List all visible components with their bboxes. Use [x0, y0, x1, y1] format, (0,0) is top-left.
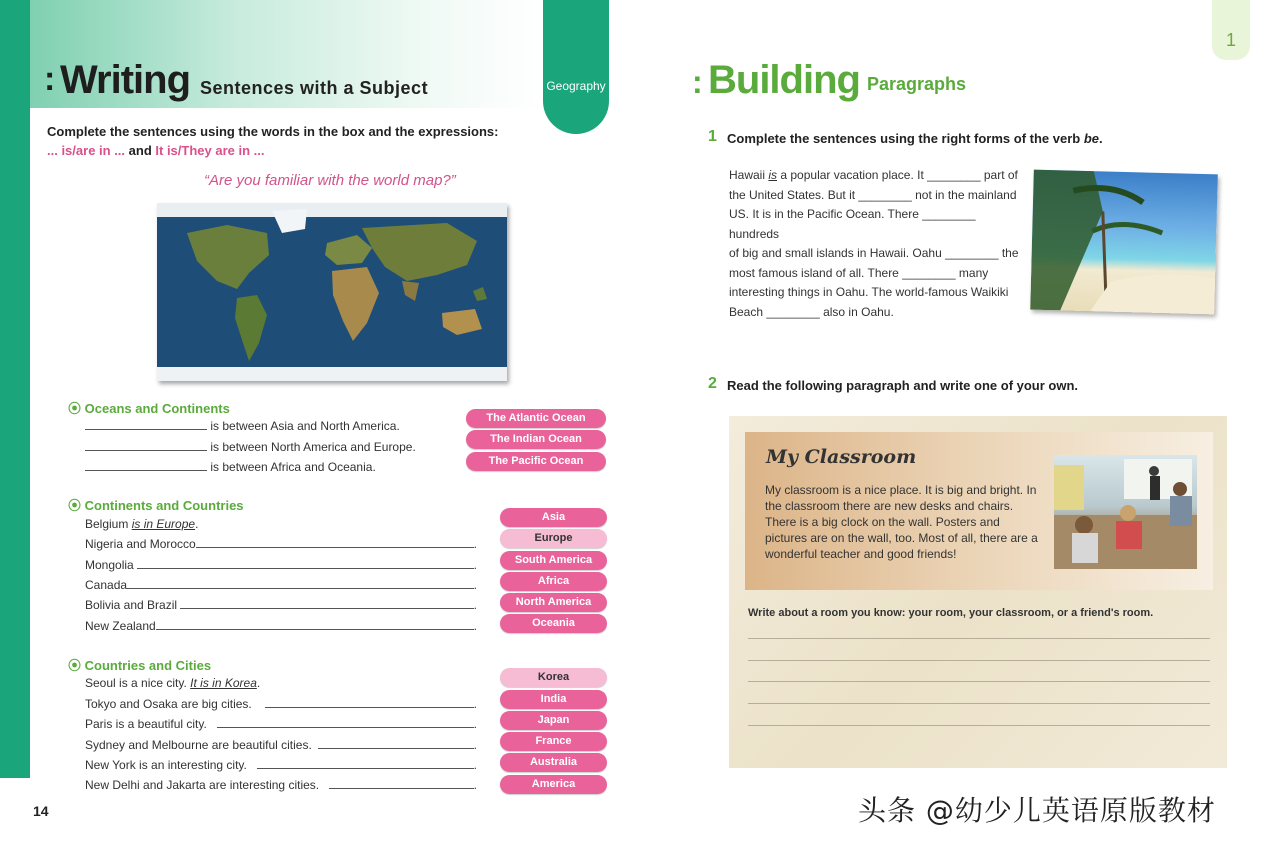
word-pill-atlantic: The Atlantic Ocean: [466, 409, 606, 428]
beach-photo: [1030, 170, 1218, 315]
answer-blank[interactable]: [257, 758, 474, 769]
country-sentence-5: New Zealand .: [85, 619, 477, 633]
watermark-text: 头条 @幼少儿英语原版教材: [858, 794, 1216, 827]
country-sentence-4: Bolivia and Brazil .: [85, 598, 477, 612]
city-sentence-4: New York is an interesting city. .: [85, 758, 477, 772]
hawaii-paragraph: [729, 166, 1024, 322]
answer-blank[interactable]: [85, 419, 207, 430]
geography-tab-label: Geography: [546, 79, 606, 93]
section-countries-cities-title: ⦿ Countries and Cities: [68, 658, 212, 673]
question-1-text: Complete the sentences using the right forms of the verb be.: [727, 131, 1103, 146]
instruction-line2: [47, 143, 264, 158]
page-subtitle: Sentences with a Subject: [200, 78, 429, 98]
answer-blank[interactable]: [156, 619, 474, 630]
section-bullet-icon: ⦿: [68, 498, 82, 513]
answer-blank[interactable]: [318, 738, 473, 749]
question-2-number: 2: [708, 375, 717, 392]
word-pill-pacific: The Pacific Ocean: [466, 452, 606, 471]
answer-blank[interactable]: [180, 598, 473, 609]
answer-blank[interactable]: [85, 440, 207, 451]
instruction-and: and: [125, 143, 156, 158]
country-sentence-2: Mongolia .: [85, 558, 477, 572]
my-classroom-text: My classroom is a nice place. It is big and bright. In the classroom there are new desks and chairs. There is a big clock on the wall. Posters and pictures are on the wall, too. Most of all, there are a wonderful teacher and good friends!: [765, 483, 1038, 561]
word-pill-north-america: North America: [500, 593, 607, 612]
geography-tab: [543, 0, 609, 134]
page-title-writing: Writing: [60, 58, 191, 102]
ocean-sentence-1: is between Asia and North America.: [85, 419, 400, 433]
writing-line-3[interactable]: [748, 681, 1210, 682]
question-2-text: Read the following paragraph and write one of your own.: [727, 378, 1079, 393]
question-1-number: 1: [708, 128, 717, 145]
word-pill-indian: The Indian Ocean: [466, 430, 606, 449]
country-sentence-3: Canada .: [85, 578, 477, 592]
world-map-image: [157, 203, 507, 381]
classroom-photo: [1054, 455, 1197, 569]
answer-blank[interactable]: [127, 578, 474, 589]
my-classroom-title: My Classroom: [766, 446, 917, 468]
word-pill-asia: Asia: [500, 508, 607, 527]
hawaii-line-5: most famous island of all. There ________ many: [729, 265, 989, 280]
page-number-left: 14: [33, 803, 49, 819]
expression-it-is: It is/They are in ...: [155, 143, 265, 158]
write-instruction: Write about a room you know: your room, your classroom, or a friend's room.: [748, 607, 1154, 619]
section-bullet-icon: ⦿: [68, 658, 82, 673]
answer-blank[interactable]: [196, 537, 474, 548]
writing-line-4[interactable]: [748, 703, 1210, 704]
word-pill-france: France: [500, 732, 607, 751]
hawaii-line-3: US. It is in the Pacific Ocean. There ________ hundreds: [729, 207, 976, 241]
page-subtitle-paragraphs: Paragraphs: [867, 74, 967, 94]
word-pill-south-america: South America: [500, 551, 607, 570]
city-sentence-5: New Delhi and Jakarta are interesting cities. .: [85, 778, 477, 792]
expression-is-are-in: ... is/are in ...: [47, 143, 126, 158]
city-example: Seoul is a nice city. It is in Korea.: [85, 676, 261, 690]
country-example: Belgium is in Europe.: [85, 517, 199, 531]
word-pill-korea: Korea: [500, 668, 607, 687]
page-tab-number: 1: [1225, 30, 1236, 50]
answer-blank[interactable]: [137, 558, 474, 569]
answer-blank[interactable]: [329, 778, 474, 789]
city-sentence-2: Paris is a beautiful city. .: [85, 717, 477, 731]
hawaii-line-7: Beach ________ also in Oahu.: [729, 304, 894, 319]
word-pill-africa: Africa: [500, 572, 607, 591]
hawaii-line-2: the United States. But it ________ not in the mainland: [729, 187, 1017, 202]
section-oceans-continents-title: ⦿ Oceans and Continents: [68, 401, 230, 416]
answer-blank[interactable]: [217, 717, 474, 728]
writing-line-2[interactable]: [748, 660, 1210, 661]
title-colon: :: [692, 64, 703, 100]
word-pill-europe: Europe: [500, 529, 607, 548]
hawaii-line-6: interesting things in Oahu. The world-famous Waikiki: [729, 285, 1009, 299]
hawaii-line-1: Hawaii is a popular vacation place. It ________ part of: [729, 168, 1018, 182]
country-sentence-1: Nigeria and Morocco .: [85, 537, 477, 551]
title-colon: :: [44, 60, 56, 98]
page-title-building: Building: [708, 58, 860, 102]
answer-blank[interactable]: [85, 460, 207, 471]
word-pill-japan: Japan: [500, 711, 607, 730]
word-pill-australia: Australia: [500, 753, 607, 772]
word-pill-america: America: [500, 775, 607, 794]
city-sentence-3: Sydney and Melbourne are beautiful cities. .: [85, 738, 477, 752]
city-sentence-1: Tokyo and Osaka are big cities. .: [85, 697, 477, 711]
word-pill-oceania: Oceania: [500, 614, 607, 633]
left-margin-bar: [0, 0, 30, 778]
section-bullet-icon: ⦿: [68, 401, 82, 416]
map-quote: “Are you familiar with the world map?”: [204, 172, 456, 189]
instruction-line1: Complete the sentences using the words in the box and the expressions:: [47, 124, 499, 139]
answer-blank[interactable]: [265, 697, 474, 708]
ocean-sentence-2: is between North America and Europe.: [85, 440, 416, 454]
writing-line-1[interactable]: [748, 638, 1210, 639]
writing-line-5[interactable]: [748, 725, 1210, 726]
ocean-sentence-3: is between Africa and Oceania.: [85, 460, 376, 474]
hawaii-line-4: of big and small islands in Hawaii. Oahu ________ the: [729, 246, 1019, 260]
section-continents-countries-title: ⦿ Continents and Countries: [68, 498, 244, 513]
word-pill-india: India: [500, 690, 607, 709]
